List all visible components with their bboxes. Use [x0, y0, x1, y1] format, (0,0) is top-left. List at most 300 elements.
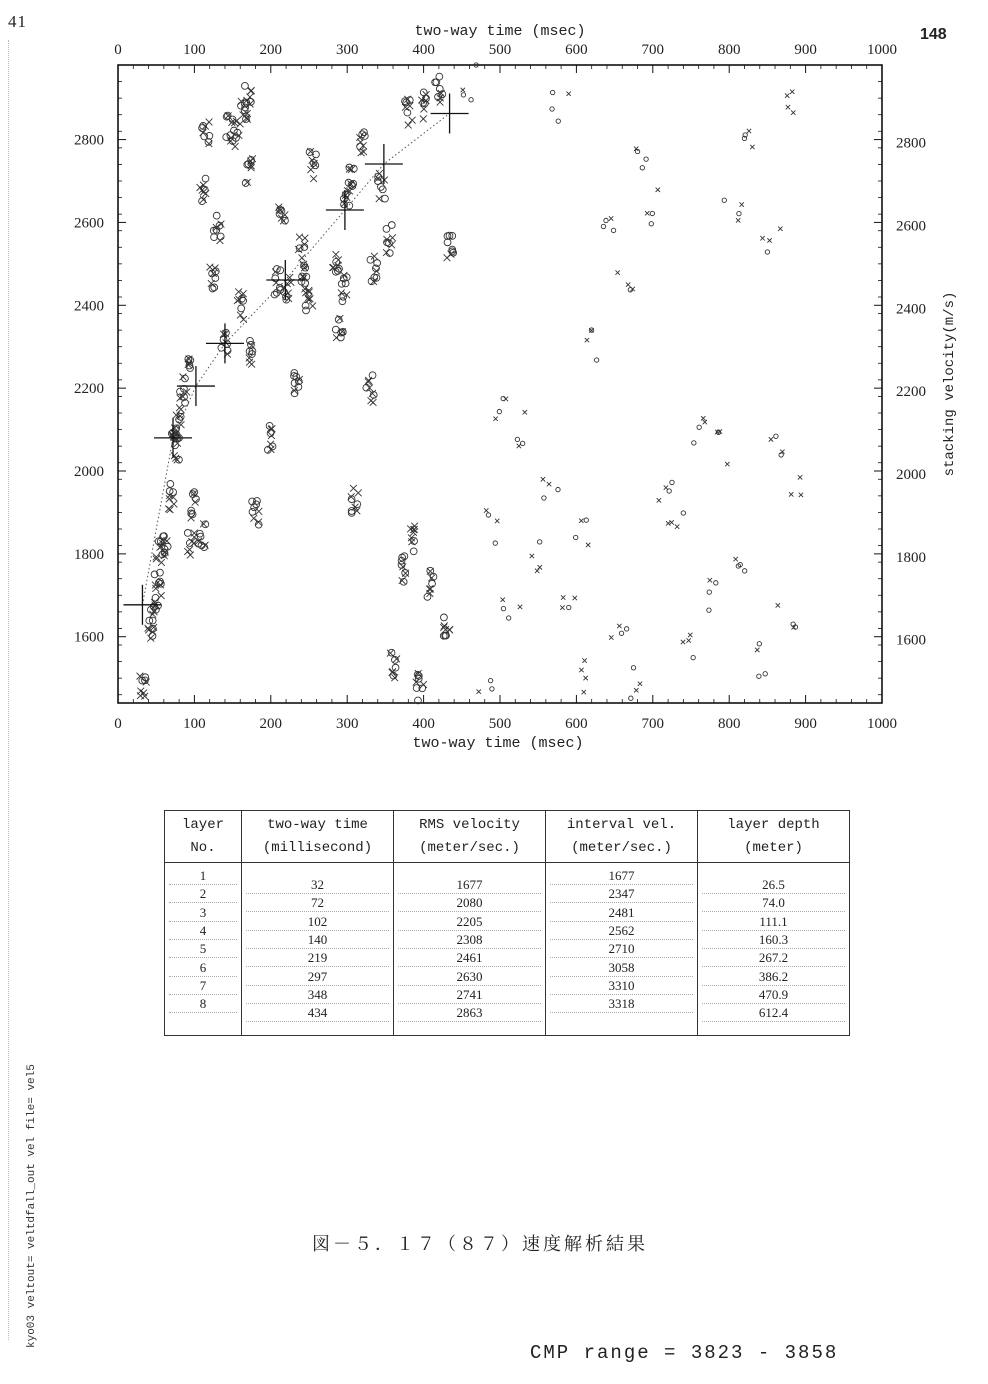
header-layer-depth-line2: (meter) [744, 840, 803, 856]
scatter-point [309, 303, 316, 310]
scatter-point [649, 222, 653, 226]
y-tick-label-right: 2600 [896, 218, 926, 235]
table-cell-two-way-time: 348 [307, 986, 328, 1002]
col-layer-no [165, 811, 241, 1035]
scatter-point [220, 336, 227, 343]
scatter-point [611, 228, 615, 232]
scatter-point [703, 420, 707, 424]
row-leader-dots [702, 1021, 845, 1022]
scatter-point [477, 689, 481, 693]
scatter-point [789, 492, 793, 496]
table-cell-layer-depth: 612.4 [758, 1005, 789, 1021]
y-tick-label-right: 1800 [896, 549, 926, 566]
table-cell-layer-depth: 26.5 [762, 877, 785, 892]
scatter-point [541, 477, 545, 481]
scatter-point [207, 264, 214, 271]
scatter-point [444, 239, 451, 246]
scatter-point [200, 196, 207, 203]
scatter-point [691, 655, 695, 659]
table-cell-layer-no: 3 [199, 904, 207, 920]
header-rms-velocity-line1: RMS velocity [419, 817, 520, 833]
scatter-point [740, 202, 744, 206]
header-two-way-time-line2: (millisecond) [262, 840, 373, 856]
scatter-point [535, 569, 539, 573]
table-cell-layer-depth: 386.2 [758, 968, 789, 984]
y-tick-label-left: 2800 [74, 132, 104, 149]
table-cell-two-way-time: 297 [307, 968, 328, 984]
scatter-point [778, 227, 782, 231]
scatter-point [586, 543, 590, 547]
table-cell-two-way-time: 219 [307, 950, 328, 966]
y-tick-label-left: 2600 [74, 215, 104, 232]
scatter-point [538, 565, 542, 569]
x-axis-title-top: two-way time (msec) [414, 23, 586, 40]
x-tick-label-bottom: 0 [114, 716, 122, 732]
x-tick-label-top: 700 [641, 42, 665, 58]
scatter-point [601, 224, 605, 228]
page-number-right: 148 [920, 26, 947, 43]
header-rms-velocity-line2: (meter/sec.) [419, 840, 520, 856]
x-tick-label-top: 500 [488, 42, 512, 58]
scatter-point [493, 541, 497, 545]
scatter-point [560, 605, 564, 609]
scatter-point [202, 175, 209, 182]
col-rms-velocity [393, 811, 545, 1035]
table-cell-layer-no: 8 [199, 996, 207, 1012]
scatter-point [747, 129, 751, 133]
scatter-point [515, 437, 519, 441]
scatter-point [579, 668, 583, 672]
scatter-point [310, 175, 317, 182]
scatter-point [495, 519, 499, 523]
table-cell-layer-depth: 470.9 [758, 986, 789, 1002]
scatter-point [785, 93, 789, 97]
scatter-point [247, 94, 254, 101]
header-layer-depth-line1: layer depth [727, 817, 820, 833]
table-cell-rms-velocity: 2308 [456, 931, 483, 947]
scatter-point [408, 538, 415, 545]
col-interval-vel [545, 811, 697, 1035]
pick-layer [123, 93, 468, 624]
row-leader-dots [246, 1021, 389, 1022]
scatter-point [707, 590, 711, 594]
row-leader-dots [169, 1012, 237, 1013]
scatter-point [645, 211, 649, 215]
scatter-point [149, 611, 156, 618]
row-leader-dots [550, 1012, 693, 1013]
y-axis-title: stacking velocity(m/s) [942, 291, 958, 477]
scatter-point [755, 648, 759, 652]
scatter-point [423, 91, 430, 98]
scatter-point [410, 548, 417, 555]
table-cell-interval-vel: 2710 [608, 941, 635, 957]
scatter-point [573, 535, 577, 539]
table-cell-interval-vel: 1677 [608, 868, 635, 883]
scatter-point [790, 90, 794, 94]
x-tick-label-top: 300 [335, 42, 359, 58]
scatter-point [267, 441, 274, 448]
scatter-point [388, 222, 395, 229]
scatter-point [200, 182, 207, 189]
y-tick-label-left: 2000 [74, 464, 104, 480]
row-leader-dots [398, 1021, 541, 1022]
table-cell-layer-no: 2 [199, 886, 207, 902]
scatter-point [237, 312, 244, 319]
table-cell-two-way-time: 102 [307, 913, 328, 929]
scatter-point [675, 524, 679, 528]
scatter-point [441, 614, 448, 621]
scatter-point [409, 117, 416, 124]
table-cell-rms-velocity: 2461 [456, 950, 483, 966]
scatter-point [469, 98, 473, 102]
scatter-point [404, 109, 411, 116]
scatter-point [692, 441, 696, 445]
scatter-point [355, 489, 362, 496]
scatter-point [594, 358, 598, 362]
scatter-point [238, 305, 245, 312]
scatter-point [733, 557, 737, 561]
y-tick-label-left: 1600 [74, 629, 104, 646]
y-tick-label-right: 2200 [896, 384, 926, 401]
x-tick-label-top: 0 [114, 42, 122, 58]
axis-layer [74, 42, 926, 732]
scatter-point [561, 595, 565, 599]
scatter-point [573, 596, 577, 600]
scatter-point [518, 605, 522, 609]
scatter-point [461, 88, 465, 92]
scatter-point [389, 234, 396, 241]
scatter-point [367, 256, 374, 263]
table-cell-layer-no: 4 [199, 922, 207, 938]
scatter-point [774, 434, 778, 438]
scatter-point [708, 578, 712, 582]
table-cell-layer-no: 1 [199, 868, 207, 883]
scatter-point [583, 676, 587, 680]
scatter-point [332, 326, 339, 333]
scatter-point [582, 690, 586, 694]
scatter-point [656, 188, 660, 192]
scatter-point [405, 122, 412, 129]
x-tick-label-top: 800 [717, 42, 741, 58]
col-layer-depth [697, 811, 849, 1035]
x-tick-label-top: 1000 [867, 42, 897, 58]
scatter-point [307, 166, 314, 173]
scatter-point [137, 688, 144, 695]
figure-caption: 図－５．１７（８７）速度解析結果 [312, 1234, 648, 1255]
table-cell-interval-vel: 2481 [608, 904, 635, 920]
scatter-point [757, 642, 761, 646]
scatter-point [184, 529, 191, 536]
header-layer-no-line1: layer [181, 817, 224, 833]
scatter-point [701, 416, 705, 420]
page-number-left: 41 [8, 12, 27, 31]
scatter-point [199, 125, 206, 132]
y-tick-label-right: 1600 [896, 632, 926, 649]
scatter-point [382, 195, 389, 202]
scatter-point [666, 521, 670, 525]
scatter-point [786, 105, 790, 109]
scatter-point [626, 282, 630, 286]
scatter-point [200, 189, 207, 196]
header-layer-no [165, 811, 241, 863]
scatter-point [223, 134, 230, 141]
header-interval-vel [546, 811, 697, 863]
scatter-point [760, 236, 764, 240]
scatter-point [670, 480, 674, 484]
table-cell-rms-velocity: 2630 [456, 968, 483, 984]
y-tick-label-right: 2400 [896, 301, 926, 318]
scatter-point [517, 444, 521, 448]
scatter-point [566, 92, 570, 96]
scatter-point [537, 540, 541, 544]
scatter-point [268, 432, 275, 439]
x-tick-label-bottom: 600 [565, 716, 588, 732]
scatter-point [757, 674, 761, 678]
scatter-point [392, 664, 399, 671]
scatter-point [360, 148, 367, 155]
table-cell-rms-velocity: 2741 [456, 986, 483, 1002]
scatter-point [791, 110, 795, 114]
scatter-point [520, 441, 524, 445]
scatter-point [579, 519, 583, 523]
scatter-point [249, 508, 256, 515]
x-tick-label-bottom: 100 [183, 716, 206, 732]
scatter-point [500, 598, 504, 602]
scatter-point [638, 682, 642, 686]
table-cell-two-way-time: 72 [311, 895, 324, 911]
scatter-point [302, 264, 309, 271]
table-cell-interval-vel: 2562 [608, 922, 635, 938]
table-cell-interval-vel: 3318 [608, 996, 635, 1012]
table-cell-interval-vel: 3058 [608, 959, 635, 975]
scatter-point [604, 218, 608, 222]
table-cell-interval-vel: 3310 [608, 977, 635, 993]
scatter-point [523, 410, 527, 414]
scatter-point [484, 508, 488, 512]
table-cell-layer-no: 7 [199, 977, 207, 993]
scatter-point [624, 627, 628, 631]
scatter-point [461, 93, 465, 97]
scatter-point [420, 681, 427, 688]
scatter-point [493, 417, 497, 421]
scatter-point [363, 384, 370, 391]
scatter-point [737, 211, 741, 215]
scatter-point [765, 250, 769, 254]
x-tick-label-top: 400 [412, 42, 435, 58]
scatter-point [707, 608, 711, 612]
scatter-point [688, 633, 692, 637]
y-tick-label-right: 2000 [896, 467, 926, 483]
x-tick-label-top: 200 [259, 42, 283, 58]
col-two-way-time [241, 811, 393, 1035]
scatter-point [338, 289, 345, 296]
scatter-point [399, 563, 406, 570]
x-tick-label-bottom: 500 [488, 716, 512, 732]
scatter-point [506, 616, 510, 620]
header-interval-vel-line2: (meter/sec.) [571, 840, 672, 856]
scatter-point [186, 546, 193, 553]
x-tick-label-bottom: 1000 [867, 716, 897, 732]
y-tick-label-right: 2800 [896, 135, 926, 152]
scatter-point [542, 496, 546, 500]
scatter-point [486, 513, 490, 517]
x-tick-label-top: 900 [794, 42, 817, 58]
scatter-point [255, 508, 262, 515]
scatter-point [488, 678, 492, 682]
scatter-point [582, 658, 586, 662]
scatter-point [250, 515, 257, 522]
scatter-point [567, 605, 571, 609]
scatter-point [750, 145, 754, 149]
scatter-point [302, 235, 309, 242]
scatter-point [769, 437, 773, 441]
scatter-point [585, 338, 589, 342]
scatter-point [681, 640, 685, 644]
scatter-point [584, 518, 588, 522]
scatter-point [631, 666, 635, 670]
scatter-point [388, 649, 395, 656]
scatter-point [615, 270, 619, 274]
scatter-point [657, 498, 661, 502]
x-tick-label-top: 600 [565, 42, 588, 58]
header-rms-velocity [394, 811, 545, 863]
scatter-point [171, 452, 178, 459]
scatter-point [497, 409, 501, 413]
y-tick-label-left: 2200 [74, 381, 104, 398]
x-tick-label-top: 100 [183, 42, 206, 58]
table-cell-layer-depth: 111.1 [759, 913, 788, 929]
scatter-point [547, 482, 551, 486]
scatter-point [167, 481, 174, 488]
side-note: kyo03 veltout= veltdfall_out vel file= vel5 [26, 1064, 38, 1348]
scatter-point [358, 149, 365, 156]
table-cell-two-way-time: 140 [307, 931, 328, 947]
scatter-point [269, 425, 276, 432]
scatter-point [271, 291, 278, 298]
scatter-point [402, 570, 409, 577]
scatter-point [501, 606, 505, 610]
x-tick-label-bottom: 700 [641, 716, 665, 732]
scatter-point [619, 631, 623, 635]
scatter-point [171, 501, 178, 508]
table-cell-layer-depth: 267.2 [758, 950, 789, 966]
scatter-point [667, 489, 671, 493]
scatter-point [369, 372, 376, 379]
scatter-point [211, 234, 218, 241]
scatter-point [152, 594, 159, 601]
x-tick-label-bottom: 300 [335, 716, 359, 732]
scatter-point [742, 569, 746, 573]
table-cell-two-way-time: 434 [307, 1005, 328, 1021]
scatter-point [776, 603, 780, 607]
x-tick-label-bottom: 400 [412, 716, 435, 732]
scatter-point [609, 635, 613, 639]
scatter-point [550, 90, 554, 94]
header-two-way-time [242, 811, 393, 863]
scatter-point [158, 559, 165, 566]
plot-frame [118, 65, 882, 703]
table-cell-layer-no: 6 [199, 959, 207, 975]
scatter-point [158, 592, 165, 599]
scatter-point [681, 511, 685, 515]
scatter-point [669, 520, 673, 524]
scatter-point [424, 593, 431, 600]
scatter-point [644, 157, 648, 161]
table-cell-layer-no: 5 [199, 941, 207, 957]
y-tick-label-left: 1800 [74, 546, 104, 563]
y-tick-label-left: 2400 [74, 298, 104, 315]
scatter-point [550, 107, 554, 111]
scatter-point [714, 581, 718, 585]
scatter-point [200, 129, 207, 136]
x-tick-label-bottom: 900 [794, 716, 817, 732]
scatter-point [767, 238, 771, 242]
cmp-range-label: CMP range = 3823 - 3858 [530, 1342, 839, 1364]
scatter-point [736, 218, 740, 222]
table-cell-layer-depth: 160.3 [758, 931, 789, 947]
scatter-point [722, 198, 726, 202]
scatter-point [763, 672, 767, 676]
table-cell-rms-velocity: 2863 [456, 1005, 483, 1021]
scatter-point [640, 166, 644, 170]
header-two-way-time-line1: two-way time [267, 817, 368, 833]
scatter-point [436, 73, 443, 80]
scatter-point [213, 212, 220, 219]
table-cell-interval-vel: 2347 [608, 886, 635, 902]
scatter-point [490, 687, 494, 691]
scatter-point [333, 334, 340, 341]
scatter-point [556, 487, 560, 491]
velocity-table [164, 810, 850, 1036]
header-interval-vel-line1: interval vel. [566, 817, 677, 833]
scatter-point [180, 373, 187, 380]
scatter-point [798, 475, 802, 479]
table-cell-rms-velocity: 2080 [456, 895, 483, 911]
scatter-point [218, 344, 225, 351]
scatter-point [686, 638, 690, 642]
scatter-point [791, 622, 795, 626]
scatter-point [446, 626, 453, 633]
scatter-point [530, 554, 534, 558]
scatter-point [725, 462, 729, 466]
header-layer-no-line2: No. [190, 840, 216, 856]
scatter-point [420, 115, 427, 122]
scatter-point [237, 121, 244, 128]
scatter-point [556, 119, 560, 123]
scatter-point [178, 406, 185, 413]
scatter-point [448, 251, 455, 258]
scatter-point [629, 696, 633, 700]
scatter-point [368, 397, 375, 404]
scatter-point [371, 253, 378, 260]
x-tick-label-bottom: 800 [717, 716, 741, 732]
header-layer-depth [698, 811, 849, 863]
scatter-point [617, 624, 621, 628]
scatter-point [291, 380, 298, 387]
scatter-layer [137, 63, 804, 704]
table-cell-rms-velocity: 2205 [456, 913, 483, 929]
table-cell-two-way-time: 32 [311, 877, 324, 892]
x-axis-title-bottom: two-way time (msec) [412, 735, 584, 752]
scatter-point [218, 221, 225, 228]
scatter-point [298, 254, 305, 261]
scatter-point [697, 425, 701, 429]
x-tick-label-bottom: 200 [259, 716, 283, 732]
table-cell-layer-depth: 74.0 [762, 895, 785, 911]
scatter-point [501, 396, 505, 400]
scatter-point [399, 577, 406, 584]
scatter-point [799, 493, 803, 497]
